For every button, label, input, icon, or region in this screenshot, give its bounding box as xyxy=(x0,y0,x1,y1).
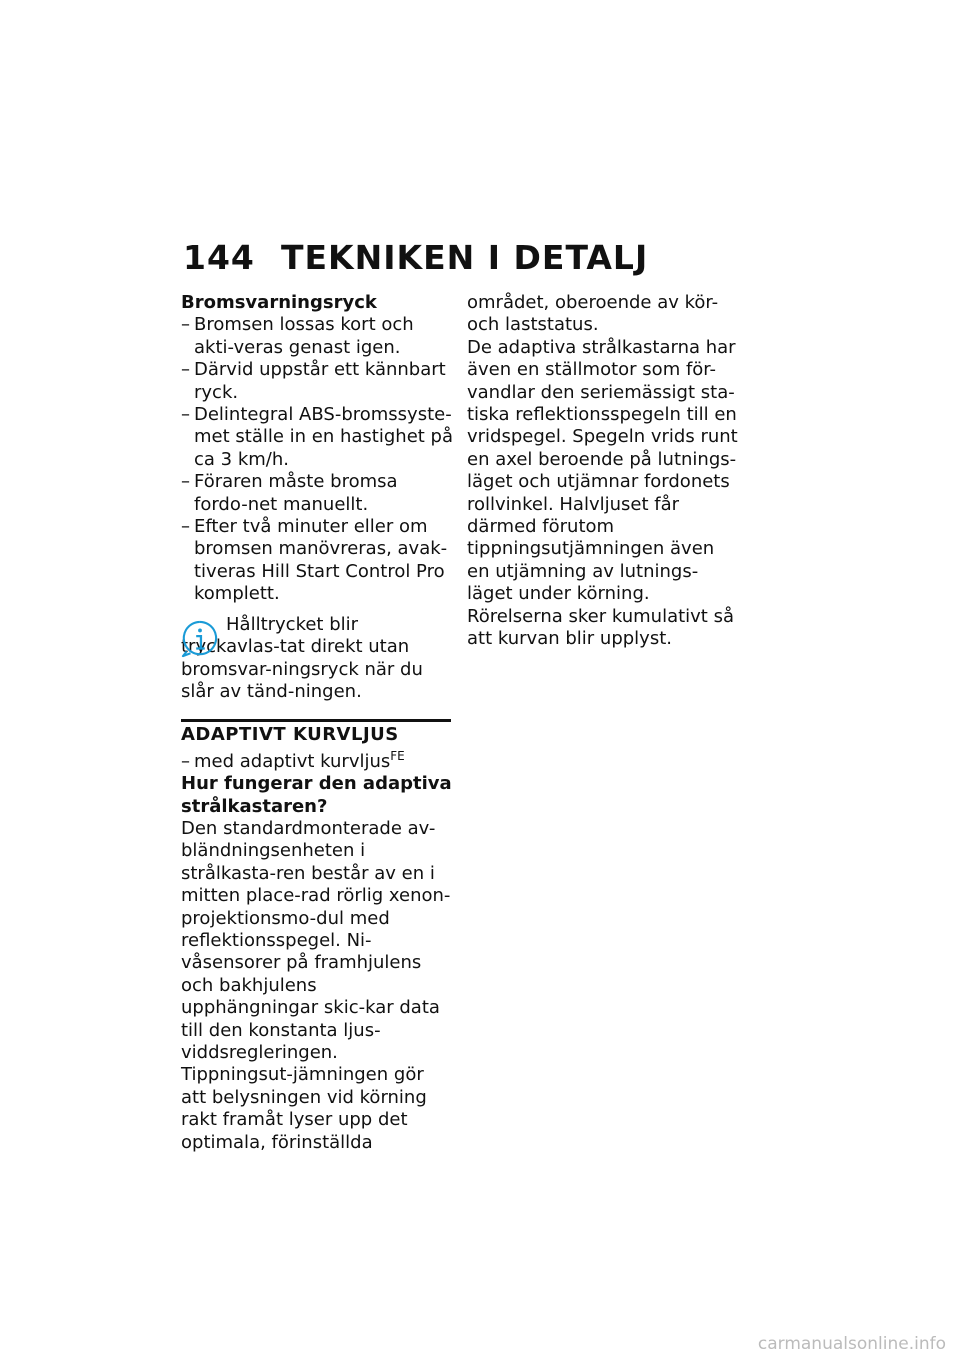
section-divider xyxy=(181,719,451,722)
info-note xyxy=(181,614,453,704)
list-item: – Därvid uppstår ett kännbart ryck. xyxy=(181,359,453,404)
option-text: med adaptivt kurvljus xyxy=(194,750,391,772)
list-item: – Efter två minuter eller om bromsen manövreras, avak-tiveras Hill Start Control Pro komplett. xyxy=(181,516,453,606)
body-paragraph: Den standardmonterade av-bländningsenheten i strålkasta-ren består av en i mitten place-rad rörlig xenon-projektionsmo-dul med reflektionsspegel. Ni-våsensorer på framhjulens och bakhjulens upphängningar skic-kar data till den konstanta ljus-viddsregleringen. Tippningsut-jämningen gör att belysningen vid körning rakt framåt lyser upp det optimala, förinställda xyxy=(181,817,451,1153)
list-item: – Bromsen lossas kort och akti-veras genast igen. xyxy=(181,314,453,359)
brake-warning-list xyxy=(181,314,453,605)
list-item xyxy=(181,748,453,773)
body-paragraph: De adaptiva strålkastarna har även en ställmotor som för-vandlar den seriemässigt sta-tiska reflektionsspegeln till en vridspegel. Spegeln vrids runt en axel beroende på lutnings-läget och utjämnar fordonets rollvinkel. Halvljuset får därmed förutom tippningsutjämningen även en utjämning av lutnings-läget under körning. Rörelserna sker kumulativt så att kurvan blir upplyst. xyxy=(467,336,738,650)
section-title: ADAPTIVT KURVLJUS xyxy=(181,724,399,746)
body-paragraph: området, oberoende av kör- och laststatus. xyxy=(467,292,719,336)
question-heading: Hur fungerar den adaptiva strålkastaren? xyxy=(181,773,452,817)
page-header xyxy=(183,238,648,277)
option-list xyxy=(181,748,453,773)
info-icon xyxy=(181,620,219,658)
page-number: 144 xyxy=(183,238,255,277)
option-superscript: FE xyxy=(390,748,405,763)
info-note-text: Hålltrycket blir tryckavlas-tat direkt utan bromsvar-ningsryck när du slår av tänd-ningen. xyxy=(181,613,423,702)
subheading-brake-warning: Bromsvarningsryck xyxy=(181,292,377,313)
left-column xyxy=(181,292,453,1154)
chapter-title: TEKNIKEN I DETALJ xyxy=(281,238,649,277)
watermark: carmanualsonline.info xyxy=(757,1334,946,1354)
right-column xyxy=(467,292,739,651)
list-item: – Föraren måste bromsa fordo-net manuellt. xyxy=(181,471,453,516)
list-item: – Delintegral ABS-bromssyste-met ställe in en hastighet på ca 3 km/h. xyxy=(181,404,453,471)
